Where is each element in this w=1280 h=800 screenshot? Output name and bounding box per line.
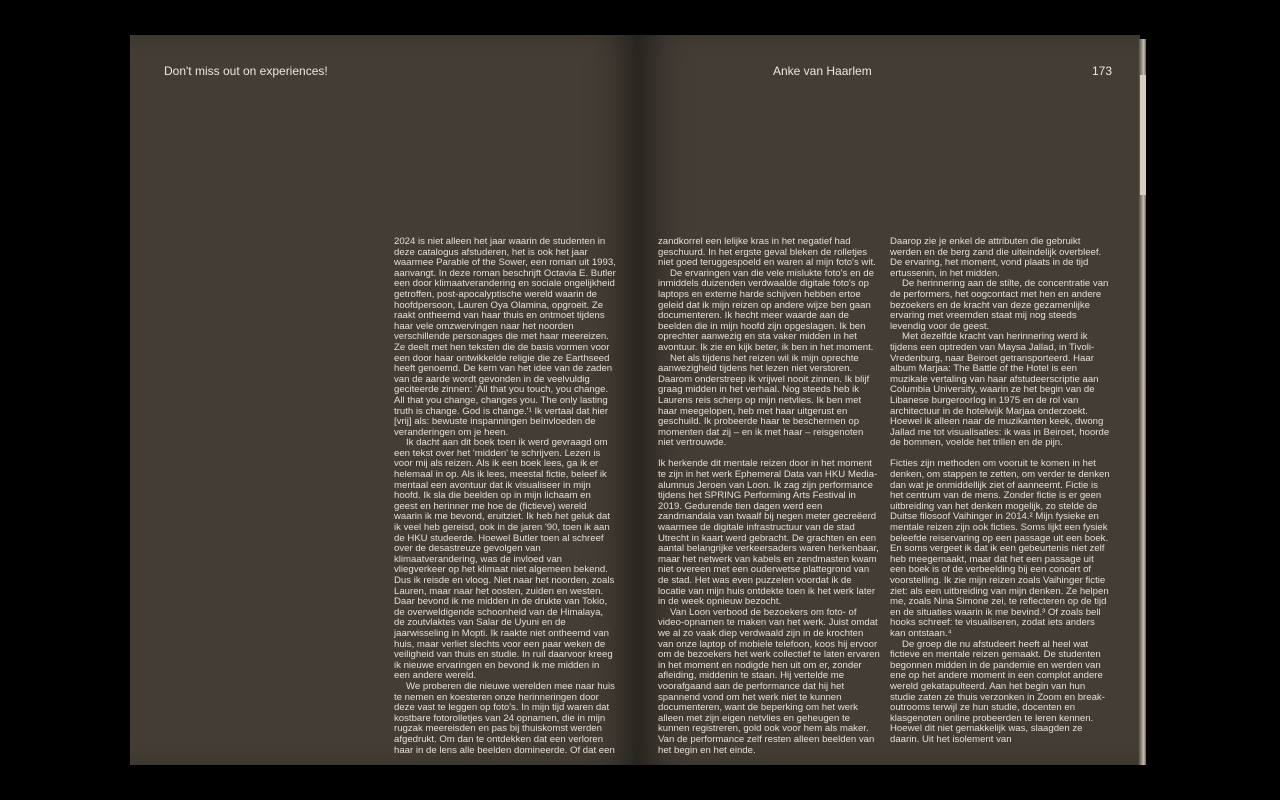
paragraph: 2024 is niet alleen het jaar waarin de studenten in deze catalogus afstuderen, het is ook het jaar waarmee Parable of the Sower, een roman uit 1993, aanvangt. In deze roman beschrijft Octavia E. Butler een door klimaatverandering en sociale ongelijkheid getroffen, post-apocalyptische wereld waarin de hoofdpersoon, Lauren Oya Olamina, opgroeit. Ze raakt ontheemd van haar thuis en ontmoet tijdens haar vele omzwervingen naar het noorden verschillende personages die met haar meereizen. Ze deelt met hen teksten die de basis vormen voor een door haar ontwikkelde religie die ze Earthseed heeft genoemd. De kern van het idee van de zaden van de aarde wordt gevonden in de veelvuldig geciteerde zinnen: 'All that you touch, you change. All that you change, changes you. The only lasting truth is change. God is change.'¹ Ik vertaal dat hier [vrij] als: bewuste inspanningen beïnvloeden de veranderingen om je heen. (394, 236, 616, 438)
left-page (130, 35, 638, 765)
book-spread (130, 35, 1148, 767)
paragraph: zandkorrel een lelijke kras in het negatief had geschuurd. In het ergste geval bleken de rolletjes niet goed teruggespoeld en waren al mijn foto's wit. (658, 236, 876, 269)
paragraph: De herinnering aan de stilte, de concentratie van de performers, het oogcontact met hen en andere bezoekers en de kracht van deze gezamenlijke ervaring met vreemden staat mij nog steeds levendig voor de geest. (890, 278, 1109, 332)
running-head-title: Don't miss out on experiences! (164, 64, 328, 78)
paragraph: Daarop zie je enkel de attributen die gebruikt werden en de berg zand die uiteindelijk overbleef. De ervaring, het moment, vond plaats in de tijd ertussenin, in het midden. (890, 236, 1102, 279)
right-page (638, 35, 1140, 765)
paragraph: De groep die nu afstudeert heeft al heel wat fictieve en mentale reizen gemaakt. De studenten begonnen midden in de pandemie en werden van ene op het andere moment in een complot andere wereld gekatapulteerd. Aan het begin van hun studie zaten ze thuis verzonken in Zoom en break-outrooms terwijl ze hun studie, docenten en klasgenoten online probeerden te leren kennen. Hoewel dit niet gemakkelijk was, slaagden ze daarin. Uit het isolement van (890, 638, 1105, 745)
paragraph: Net als tijdens het reizen wil ik mijn oprechte aanwezigheid tijdens het lezen niet verstoren. Daarom onderstreep ik vrijwel nooit zinnen. Ik blijf graag midden in het verhaal. Nog steeds heb ik Laurens reis scherp op mijn netvlies. Ik ben met haar meegelopen, heb met haar uitgerust en geschuild. Ik probeerde haar te beschermen op momenten dat zij – en ik met haar – reisgenoten niet vertrouwde. (658, 352, 870, 449)
left-text-column (394, 236, 616, 756)
paragraph: Ik herkende dit mentale reizen door in het moment te zijn in het werk Ephemeral Data van HKU Media-alumnus Jeroen van Loon. Ik zag zijn performance tijdens het SPRING Performing Arts Festival in 2019. Gedurende tien dagen werd een zandmandala van twaalf bij negen meter gecreëerd waarmee de digitale infrastructuur van de stad Utrecht in kaart werd gebracht. De grachten en een aantal belangrijke verkeersaders waren herkenbaar, maar het netwerk van kabels en zendmasten kwam niet overeen met een ouderwetse plattegrond van de stad. Het was even puzzelen voordat ik de locatie van mijn huis ontdekte toen ik het werk later in de week opnieuw bezocht. (658, 458, 879, 608)
right-text-column-2 (890, 237, 1112, 749)
running-head-author: Anke van Haarlem (773, 64, 872, 78)
right-text-column-1 (658, 236, 880, 756)
paragraph: Met dezelfde kracht van herinnering werd ik tijdens een optreden van Maysa Jallad, in Tivoli-Vredenburg, naar Beiroet getransporteerd. Haar album Marjaa: The Battle of the Hotel is een muzikale vertaling van haar afstudeerscriptie aan Columbia University, waarin ze het begin van de Libanese burgeroorlog in 1975 en de rol van architectuur in de hotelwijk Marjaa onderzoekt. Hoewel ik alleen naar de muzikanten keek, dwong Jallad me tot visualisaties: ik was in Beiroet, hoorde de bommen, voelde het trillen en de pijn. (890, 331, 1110, 449)
paragraph: Ik dacht aan dit boek toen ik werd gevraagd om een tekst over het 'midden' te schrijven. Lezen is voor mij als reizen. Als ik een boek lees, ga ik er helemaal in op. Als ik lees, meestal fictie, beleef ik mentaal een avontuur dat ik visualiseer in mijn hoofd. Ik sla die beelden op in mijn lichaam en geest en herinner me hoe de (fictieve) wereld waarin ik me bevond, eruitziet. Ik heb het geluk dat ik veel heb gereisd, ook in de jaren '90, toen ik aan de HKU studeerde. Hoewel Butler toen al schreef over de desastreuze gevolgen van klimaatverandering, was de invloed van vliegverkeer op het klimaat niet algemeen bekend. Dus ik reisde en vloog. Niet naar het noorden, zoals Lauren, maar naar het oosten, zuiden en westen. Daar bevond ik me midden in de drukte van Tokio, de overweldigende schoonheid van de Himalaya, de zoutvlaktes van Salar de Uyuni en de jaarwisseling in Mopti. Ik raakte niet ontheemd van huis, maar verliet slechts voor een paar weken de veiligheid van thuis en studie. In ruil daarvoor kreeg ik nieuwe ervaringen en bevond ik me midden in een andere wereld. (394, 437, 615, 682)
paragraph: De ervaringen van die vele mislukte foto's en de inmiddels duizenden verdwaalde digitale foto's op laptops en externe harde schijven hebben ertoe geleid dat ik mijn reizen op andere wijze ben gaan documenteren. Ik hecht meer waarde aan de beelden die in mijn hoofd zijn opgeslagen. Ik ben oprechter aanwezig en sta vaker midden in het avontuur. Ik zie en kijk beter, ik ben in het moment. (658, 267, 874, 353)
paragraph: Ficties zijn methoden om vooruit te komen in het denken, om stappen te zetten, om verder te denken dan wat je onmiddellijk ziet of aanneemt. Fictie is het centrum van de mens. Zonder fictie is er geen uitbreiding van het denken mogelijk, zo stelde de Duitse filosoof Vaihinger in 2014.² Mijn fysieke en mentale reizen zijn ook ficties. Soms lijkt een fysiek beleefde reiservaring op een passage uit een boek. En soms vergeet ik dat ik een gebeurtenis niet zelf heb meegemaakt, maar dat het een passage uit een boek is of de verbeelding bij een concert of voorstelling. Ik zie mijn reizen zoals Vaihinger fictie ziet: als een uitbreiding van mijn denken. Ze helpen me, zoals Nina Simone zei, te reflecteren op de tijd en de situaties waarin ik me bevind.³ Of zoals bell hooks schreef: te visualiseren, zodat iets anders kan ontstaan.⁴ (890, 458, 1110, 639)
paragraph: Van Loon verbood de bezoekers om foto- of video-opnamen te maken van het werk. Juist omdat we al zo vaak diep verdwaald zijn in de krochten van onze laptop of mobiele telefoon, koos hij ervoor om de bezoekers het werk collectief te laten ervaren in het moment en nodigde hen uit om er, zonder afleiding, middenin te staan. Hij vertelde me voorafgaand aan de performance dat hij het spannend vond om het werk niet te kunnen documenteren, want de beperking om het werk alleen met zijn eigen netvlies en geheugen te kunnen registreren, gold ook voor hem als maker. Van de performance zelf resten alleen beelden van het begin en het einde. (658, 606, 880, 756)
page-number: 173 (1092, 64, 1113, 78)
paragraph: We proberen die nieuwe werelden mee naar huis te nemen en koesteren onze herinneringen door deze vast te leggen op foto's. In mijn tijd waren dat kostbare fotorolletjes van 24 opnamen, die in mijn rugzak meereisden en pas bij thuiskomst werden afgedrukt. Om dan te ontdekken dat een verloren haar in de lens alle beelden domineerde. Of dat een (394, 680, 615, 756)
page-edge-tab (1140, 75, 1146, 195)
